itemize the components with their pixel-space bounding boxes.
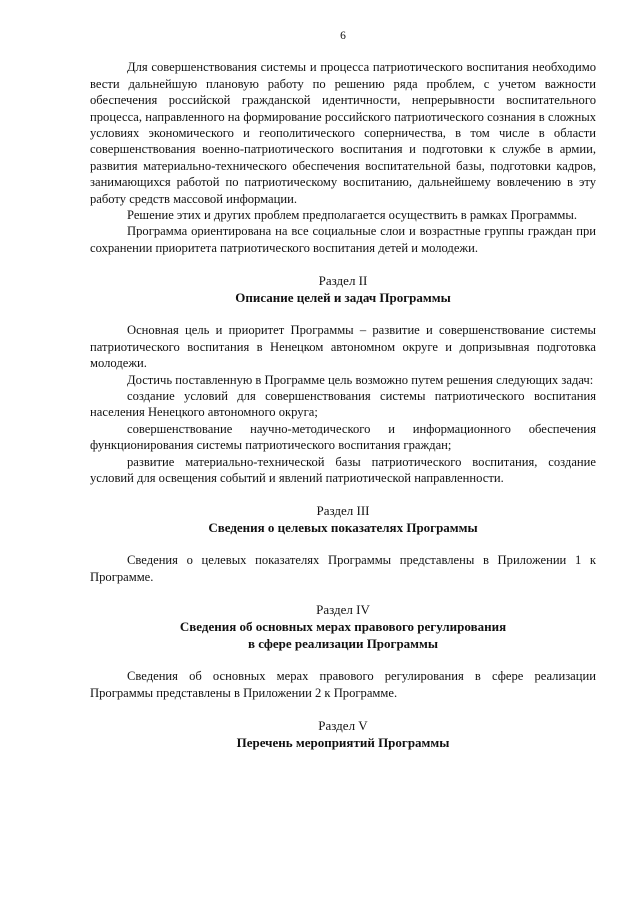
section-2-title: Описание целей и задач Программы: [235, 290, 451, 306]
page-number: 6: [340, 30, 346, 42]
section-4-heading: [90, 601, 596, 652]
section-2-paragraph-1: Основная цель и приоритет Программы – развитие и совершенствование системы патриотического воспитания в Ненецком автономном округе и допризывная подготовка молодежи.: [90, 323, 596, 371]
section-5-heading: [90, 717, 596, 751]
section-2-heading: [90, 272, 596, 306]
intro-paragraph-2: Решение этих и других проблем предполагается осуществить в рамках Программы.: [127, 208, 577, 223]
section-4-paragraph-1: Сведения об основных мерах правового регулирования в сфере реализации Программы представлены в Приложении 2 к Программе.: [90, 669, 596, 700]
section-2-paragraph-2: Достичь поставленную в Программе цель возможно путем решения следующих задач:: [127, 372, 594, 387]
section-3-title: Сведения о целевых показателях Программы: [208, 520, 478, 536]
section-3-paragraph-1: Сведения о целевых показателях Программы представлены в Приложении 1 к Программе.: [90, 553, 596, 584]
section-4-title-line-2: в сфере реализации Программы: [247, 636, 439, 652]
section-3-label: Раздел III: [316, 503, 370, 519]
section-2-paragraph-4: совершенствование научно-методического и информационного обеспечения функционирования системы патриотического воспитания граждан;: [90, 421, 596, 453]
section-2-paragraph-3: создание условий для совершенствования системы патриотического воспитания населения Ненецкого автономного округа;: [90, 388, 596, 420]
intro-paragraph-1: Для совершенствования системы и процесса патриотического воспитания необходимо вести дальнейшую плановую работу по решению ряда проблем, с учетом важности обеспечения российской гражданской идентичности, непрерывности воспитательного процесса, направленного на формирование российского патриотического сознания в сложных условиях экономического и геополитического соперничества, в том числе в области совершенствования военно-патриотического воспитания и подготовки к службе в армии, развития материально-технического обеспечения воспитательной базы, подготовки кадров, занимающихся работой по патриотическому воспитанию, дальнейшему вовлечению в эту работу средств массовой информации.: [90, 60, 596, 206]
intro-paragraph-3: Программа ориентирована на все социальные слои и возрастные группы граждан при сохранении приоритета патриотического воспитания детей и молодежи.: [90, 224, 596, 255]
document-page: [90, 28, 596, 751]
section-5-label: Раздел V: [318, 717, 368, 733]
section-3-heading: [90, 502, 596, 536]
section-4-label: Раздел IV: [316, 602, 370, 618]
section-2-paragraph-5: развитие материально-технической базы патриотического воспитания, создание условий для освещения событий и явлений патриотической направленности.: [90, 454, 596, 485]
section-4-title-line-1: Сведения об основных мерах правового регулирования: [179, 619, 507, 635]
section-5-title: Перечень мероприятий Программы: [236, 734, 450, 750]
section-2-label: Раздел II: [318, 273, 368, 289]
